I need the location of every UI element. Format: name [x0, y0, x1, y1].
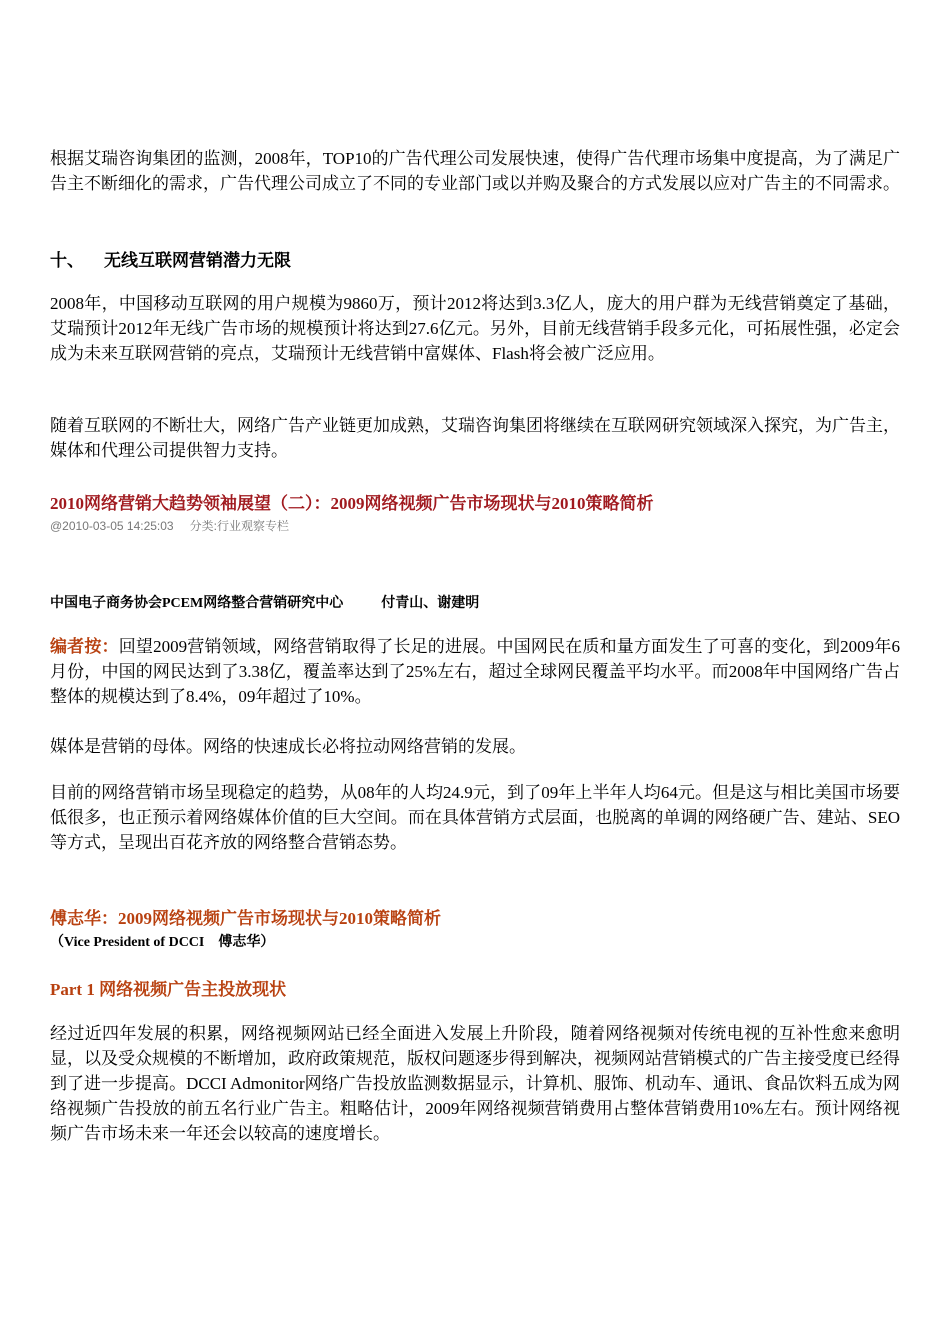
article-byline [50, 592, 479, 612]
editor-note [50, 634, 900, 709]
speaker-heading: 傅志华：2009网络视频广告市场现状与2010策略简析 [50, 909, 441, 928]
article-paragraph-2: 媒体是营销的母体。网络的快速成长必将拉动网络营销的发展。 [50, 737, 526, 756]
section10-number: 十、 [50, 251, 84, 270]
section10-title: 无线互联网营销潜力无限 [104, 251, 291, 270]
section10-heading [50, 246, 291, 271]
organization: 中国电子商务协会PCEM网络整合营销研究中心 [50, 596, 344, 611]
article-date: @2010-03-05 14:25:03 [50, 519, 174, 533]
category-link[interactable]: 行业观察专栏 [216, 519, 289, 533]
article-meta [50, 517, 289, 534]
part1-heading: Part 1 网络视频广告主投放现状 [50, 980, 287, 999]
authors: 付青山、谢建明 [381, 596, 480, 611]
article-title[interactable]: 2010网络营销大趋势领袖展望（二）：2009网络视频广告市场现状与2010策略简析 [50, 494, 654, 513]
section10-paragraph-1: 2008年，中国移动互联网的用户规模为9860万，预计2012将达到3.3亿人，庞大的用户群为无线营销奠定了基础，艾瑞预计2012年无线广告市场的规模预计将达到27.6亿元。另外，目前无线营销手段多元化，可拓展性强，必定会成为未来互联网营销的亮点，艾瑞预计无线营销中富媒体、Flash将会被广泛应用。 [50, 294, 900, 363]
speaker-subheading: （Vice President of DCCI 傅志华） [50, 935, 275, 950]
editor-text: 回望2009营销领域，网络营销取得了长足的进展。中国网民在质和量方面发生了可喜的变化，到2009年6月份，中国的网民达到了3.38亿，覆盖率达到了25%左右，超过全球网民覆盖平均水平。而2008年中国网络广告占整体的规模达到了8.4%，09年超过了10%。 [50, 637, 901, 706]
article-paragraph-3: 目前的网络营销市场呈现稳定的趋势，从08年的人均24.9元，到了09年上半年人均64元。但是这与相比美国市场要低很多，也正预示着网络媒体价值的巨大空间。而在具体营销方式层面，也脱离的单调的网络硬广告、建站、SEO等方式，呈现出百花齐放的网络整合营销态势。 [50, 783, 900, 852]
category-label: 分类: [189, 519, 217, 533]
editor-label: 编者按： [50, 637, 119, 656]
section10-paragraph-2: 随着互联网的不断壮大，网络广告产业链更加成熟，艾瑞咨询集团将继续在互联网研究领域深入探究，为广告主，媒体和代理公司提供智力支持。 [50, 416, 900, 460]
part1-paragraph: 经过近四年发展的积累，网络视频网站已经全面进入发展上升阶段，随着网络视频对传统电视的互补性愈来愈明显，以及受众规模的不断增加，政府政策规范，版权问题逐步得到解决，视频网站营销模式的广告主接受度已经得到了进一步提高。DCCI Admonitor网络广告投放监测数据显示，计算机、服饰、机动车、通讯、食品饮料五成为网络视频广告投放的前五名行业广告主。粗略估计，2009年网络视频营销费用占整体营销费用10%左右。预计网络视频广告市场未来一年还会以较高的速度增长。 [50, 1024, 900, 1143]
intro-paragraph: 根据艾瑞咨询集团的监测，2008年，TOP10的广告代理公司发展快速，使得广告代理市场集中度提高，为了满足广告主不断细化的需求，广告代理公司成立了不同的专业部门或以并购及聚合的方式发展以应对广告主的不同需求。 [50, 149, 900, 193]
